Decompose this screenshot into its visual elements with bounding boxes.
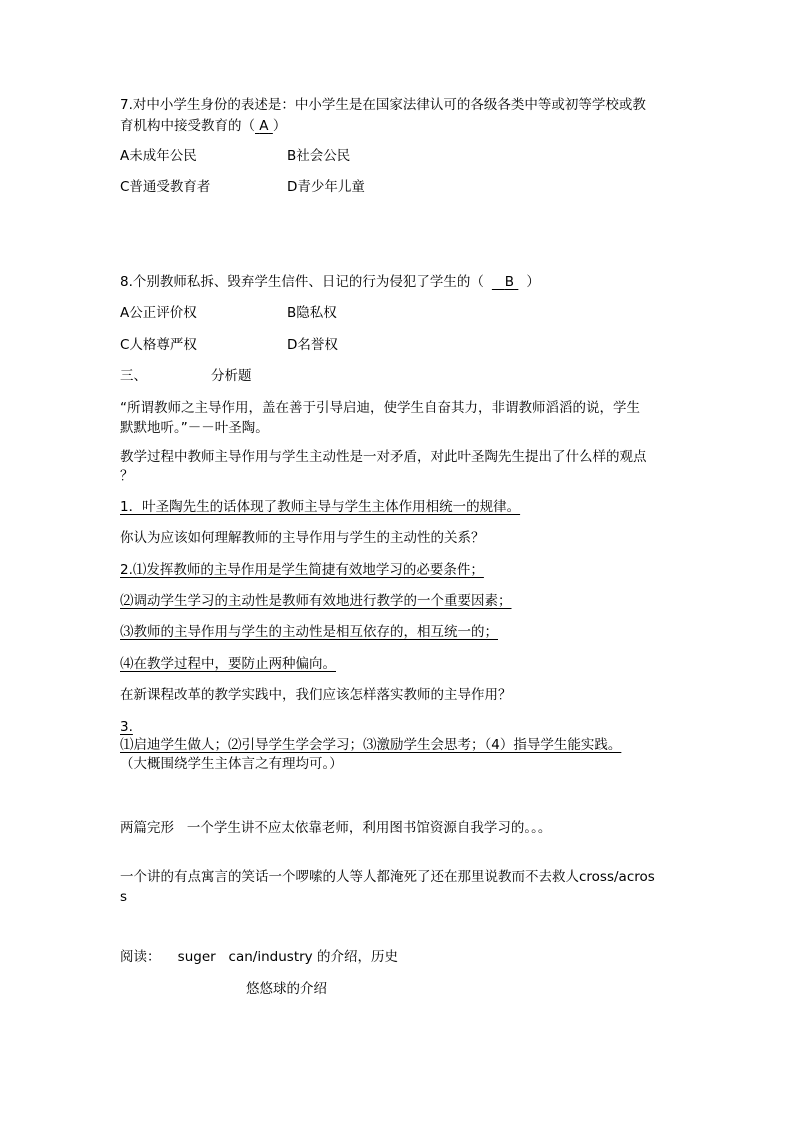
q7-stem-prefix: 育机构中接受教育的（ (120, 118, 255, 134)
question3: 在新课程改革的教学实践中，我们应该怎样落实教师的主导作用？ (120, 687, 512, 703)
answer3-note: （大概围绕学生主体言之有理均可。） (120, 756, 343, 772)
q7-option-d: D青少年儿童 (287, 179, 365, 195)
q7-option-c: C普通受教育者 (120, 179, 211, 195)
q7-stem-line1: 7.对中小学生身份的表述是：中小学生是在国家法律认可的各级各类中等或初等学校或教 (120, 97, 646, 113)
question2: 你认为应该如何理解教师的主导作用与学生的主动性的关系？ (120, 530, 485, 546)
note-cloze: 两篇完形 一个学生讲不应太依靠老师，利用图书馆资源自我学习的。。。 (120, 820, 552, 836)
question1-line1: 教学过程中教师主导作用与学生主动性是一对矛盾，对此叶圣陶先生提出了什么样的观点 (120, 449, 647, 465)
answer2-item: ⑷在教学过程中，要防止两种偏向。 (120, 656, 336, 672)
q7-stem-line2 (120, 116, 286, 136)
q7-option-a: A未成年公民 (120, 148, 197, 164)
q8-stem-prefix: 8.个别教师私拆、毁弃学生信件、日记的行为侵犯了学生的（ (120, 274, 484, 290)
note-reading-line1: 阅读： suger can/industry 的介绍，历史 (120, 949, 398, 965)
q8-stem (120, 272, 540, 292)
q8-option-d: D名誉权 (287, 337, 338, 353)
q8-option-a: A公正评价权 (120, 305, 197, 321)
q8-option-b: B隐私权 (287, 305, 337, 321)
note-joke-line2: s (120, 889, 128, 905)
q8-answer: B (504, 274, 515, 290)
quote-line1: “所谓教师之主导作用，盖在善于引导启迪，使学生自奋其力，非谓教师滔滔的说，学生 (120, 400, 640, 416)
question1-line2: ？ (120, 468, 134, 484)
answer3-number: 3. (120, 719, 133, 735)
q7-option-b: B社会公民 (287, 148, 351, 164)
section-title: 分析题 (211, 368, 252, 384)
q7-stem-suffix: ） (272, 118, 287, 134)
quote-line2: 默默地听。”－－叶圣陶。 (120, 420, 269, 436)
answer2-item: ⑵调动学生学习的主动性是教师有效地进行教学的一个重要因素； (120, 593, 512, 609)
section-heading (120, 366, 252, 386)
section-number: 三、 (120, 368, 147, 384)
answer3-line: ⑴启迪学生做人；⑵引导学生学会学习；⑶激励学生会思考；（4）指导学生能实践。 (120, 737, 622, 753)
note-joke-line1: 一个讲的有点寓言的笑话一个啰嗦的人等人都淹死了还在那里说教而不去救人cross/acros (120, 869, 655, 885)
q8-option-c: C人格尊严权 (120, 337, 197, 353)
answer1: 1．叶圣陶先生的话体现了教师主导与学生主体作用相统一的规律。 (120, 499, 521, 515)
answer2-item: ⑶教师的主导作用与学生的主动性是相互依存的，相互统一的； (120, 624, 498, 640)
q7-answer: A (259, 118, 269, 134)
note-reading-line2: 悠悠球的介绍 (246, 981, 327, 997)
q8-stem-suffix: ） (526, 274, 540, 290)
answer2-item: 2.⑴发挥教师的主导作用是学生简捷有效地学习的必要条件； (120, 562, 484, 578)
